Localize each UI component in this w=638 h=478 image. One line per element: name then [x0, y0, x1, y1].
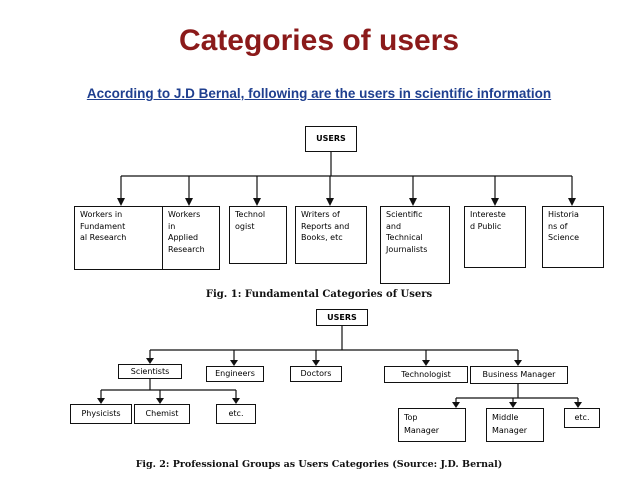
fig1-box-writers [295, 206, 367, 264]
fig1-root-label: USERS [316, 134, 346, 143]
fig1-label-applied-research: Workers in Applied Research [168, 210, 205, 254]
fig2-root-label: USERS [327, 313, 357, 322]
fig2-label-physicists: Physicists [81, 409, 121, 418]
fig1-box-journalists [380, 206, 450, 284]
fig2-label-etc-managers: etc. [574, 413, 590, 422]
fig2-box-doctors [290, 366, 342, 382]
fig1-box-applied-research [162, 206, 220, 270]
fig1-label-interested-public: Intereste d Public [470, 210, 506, 231]
fig2-caption: Fig. 2: Professional Groups as Users Categories (Source: J.D. Bernal) [135, 459, 503, 470]
fig1-label-writers: Writers of Reports and Books, etc [301, 210, 350, 243]
fig2-root-box [316, 309, 368, 326]
fig2-label-top-manager: Top Manager [404, 413, 440, 435]
fig2-label-business-manager: Business Manager [482, 370, 556, 379]
fig1-label-journalists: Scientific and Technical Journalists [386, 210, 428, 254]
fig2-box-etc-managers [564, 408, 600, 428]
fig2-box-technologist [384, 366, 468, 383]
fig1-box-historians [542, 206, 604, 268]
fig2-label-middle-manager: Middle Manager [492, 413, 528, 435]
fig1-box-fundamental-research [74, 206, 167, 270]
fig1-label-technologist: Technol ogist [235, 210, 266, 231]
fig2-box-scientists [118, 364, 182, 379]
fig1-box-interested-public [464, 206, 526, 268]
fig2-box-etc-scientists [216, 404, 256, 424]
fig2-box-business-manager [470, 366, 568, 384]
fig1-root-box [305, 126, 357, 152]
fig1-label-historians: Historia ns of Science [548, 210, 580, 243]
fig2-label-etc-scientists: etc. [228, 409, 244, 418]
fig2-box-engineers [206, 366, 264, 382]
fig2-label-scientists: Scientists [130, 367, 170, 376]
fig1-caption: Fig. 1: Fundamental Categories of Users [205, 289, 433, 300]
slide-title: Categories of users [178, 24, 460, 57]
fig2-label-technologist: Technologist [401, 370, 451, 379]
fig2-box-top-manager [398, 408, 466, 442]
fig2-label-engineers: Engineers [215, 369, 255, 378]
fig2-label-chemist: Chemist [145, 409, 179, 418]
fig2-box-physicists [70, 404, 132, 424]
fig1-box-technologist [229, 206, 287, 264]
slide-subtitle: According to J.D Bernal, following are the users in scientific information [86, 86, 552, 101]
fig2-label-doctors: Doctors [300, 369, 332, 378]
fig1-label-fundamental-research: Workers in Fundament al Research [80, 210, 127, 243]
fig2-box-middle-manager [486, 408, 544, 442]
fig2-box-chemist [134, 404, 190, 424]
